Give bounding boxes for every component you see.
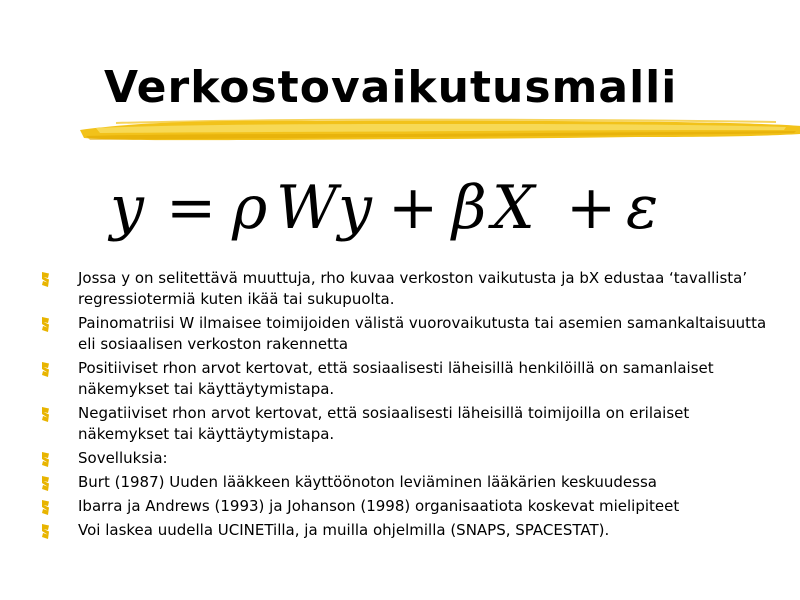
yellow-z-bullet-icon	[42, 476, 49, 491]
yellow-z-bullet-icon	[42, 272, 49, 287]
list-item	[40, 472, 780, 493]
formula-X: X	[492, 173, 535, 243]
bullet-text: Negatiiviset rhon arvot kertovat, että sosiaalisesti läheisillä toimijoilla on erilaiset näkemykset tai käyttäytymistapa.	[78, 404, 690, 443]
bullet-text: Ibarra ja Andrews (1993) ja Johanson (1998) organisaatiota koskevat mielipiteet	[78, 497, 680, 515]
formula-y: y	[110, 173, 144, 243]
bullet-text: Jossa y on selitettävä muuttuja, rho kuvaa verkoston vaikutusta ja bX edustaa ‘tavallista’ regressiotermiä kuten ikää tai sukupuolta.	[78, 269, 748, 308]
slide-title: Verkostovaikutusmalli	[104, 62, 678, 113]
list-item	[40, 496, 780, 517]
yellow-z-bullet-icon	[42, 500, 49, 515]
yellow-z-bullet-icon	[42, 407, 49, 422]
list-item	[40, 358, 780, 400]
list-item	[40, 520, 780, 541]
formula-rho: ρ	[232, 173, 268, 243]
list-item	[40, 313, 780, 355]
yellow-z-bullet-icon	[42, 524, 49, 539]
formula-plus-1: +	[388, 173, 439, 243]
bullet-text: Painomatriisi W ilmaisee toimijoiden välistä vuorovaikutusta tai asemien samankaltaisuutta eli sosiaalisen verkoston rakennetta	[78, 314, 767, 353]
formula-W: W	[276, 173, 338, 243]
title-brush-underline	[76, 112, 800, 146]
yellow-z-bullet-icon	[42, 317, 49, 332]
network-effect-formula	[104, 170, 724, 248]
formula-equals: =	[166, 173, 217, 243]
bullet-text: Positiiviset rhon arvot kertovat, että sosiaalisesti läheisillä henkilöillä on samanlaiset näkemykset tai käyttäytymistapa.	[78, 359, 714, 398]
yellow-z-bullet-icon	[42, 362, 49, 377]
bullet-text: Voi laskea uudella UCINETilla, ja muilla ohjelmilla (SNAPS, SPACESTAT).	[78, 521, 610, 539]
formula-beta: β	[452, 173, 487, 243]
yellow-z-bullet-icon	[42, 452, 49, 467]
list-item	[40, 448, 780, 469]
bullet-text: Sovelluksia:	[78, 449, 168, 467]
list-item	[40, 403, 780, 445]
formula-epsilon: ε	[626, 173, 659, 243]
formula-y2: y	[338, 173, 372, 243]
list-item	[40, 268, 780, 310]
bullet-list	[40, 268, 780, 544]
formula-plus-2: +	[566, 173, 617, 243]
bullet-text: Burt (1987) Uuden lääkkeen käyttöönoton leviäminen lääkärien keskuudessa	[78, 473, 657, 491]
